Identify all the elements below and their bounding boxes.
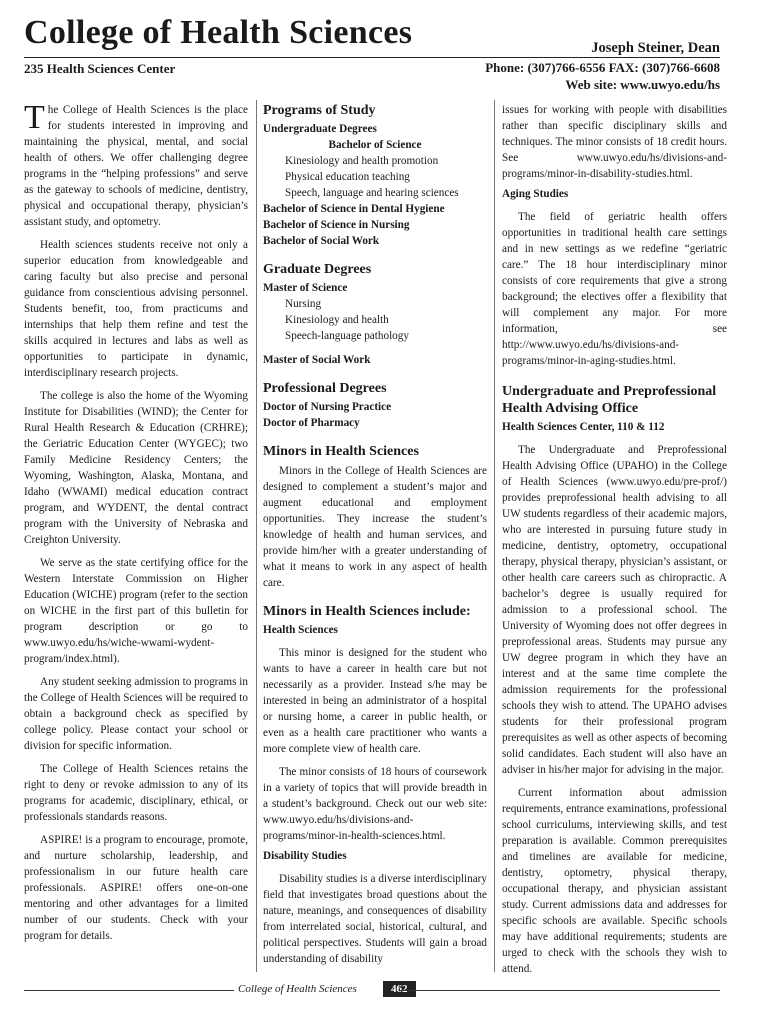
list-item: Kinesiology and health promotion (285, 155, 439, 167)
undergrad-heading: Undergraduate Degrees (263, 123, 377, 135)
professional-heading: Professional Degrees (263, 381, 387, 396)
list-item: Nursing (285, 298, 322, 310)
paragraph: Current information about admission requirements, entrance examinations, professional school curriculums, interviewing skills, and test preparation is available. Common prerequisites and timelines are available for medicine, dentistry, optometry, physical therapy, occupational therapy, and physician assistant study. Current admissions data and addresses for specific schools are available. Specific schools may have additional requirements; students are urged to check with the schools they wish to attend. (502, 787, 727, 975)
footer-rule (24, 990, 234, 991)
column-3 (502, 100, 727, 977)
page-title: College of Health Sciences (24, 14, 413, 51)
paragraph: Health sciences students receive not only a superior education from knowledgeable and caring faculty but also precise and personal guidance from conscientious advising personnel. Students benefit, too, from practicums and internships that help them refine and test the skills acquired in lectures and labs as well as opportunities to participate in dynamic, interdisciplinary research projects. (24, 239, 248, 379)
paragraph: Any student seeking admission to programs in the College of Health Sciences will be required to obtain a background check as specified by college policy. Please contact your school or division for specific information. (24, 676, 248, 752)
footer-label: College of Health Sciences (238, 983, 357, 995)
advising-heading: Undergraduate and Preprofessional Health Advising Office (502, 384, 717, 416)
grad-heading: Graduate Degrees (263, 262, 372, 277)
paragraph: ASPIRE! is a program to encourage, promote, and nurture scholarship, leadership, and professionalism in our future health care professionals. ASPIRE! offers one-on-one mentoring and other advantages for a limited number of our students. Check with your program for details. (24, 834, 248, 942)
footer-rule (400, 990, 720, 991)
column-divider (494, 100, 495, 972)
degree-item: Bachelor of Science in Nursing (263, 219, 410, 231)
degree-item: Doctor of Nursing Practice (263, 401, 392, 413)
aging-heading: Aging Studies (502, 188, 569, 200)
degree-item: Bachelor of Social Work (263, 235, 380, 247)
paragraph: This minor is designed for the student who wants to have a career in health care but not necessarily as a provider. Instead s/he may be interested in being an administrator of a hospital or nursing home, a career in public health, or even as a health care practitioner who wants a more complete view of health care. (263, 647, 487, 755)
advising-location: Health Sciences Center, 110 & 112 (502, 421, 665, 433)
paragraph: Disability studies is a diverse interdisciplinary field that investigates broad questions about the nature, meanings, and consequences of disability from interrelated social, historical, cultural, and political perspectives. Students will gain a broad understanding of disability (263, 873, 487, 965)
list-item: Kinesiology and health (285, 314, 389, 326)
list-item: Physical education teaching (285, 171, 410, 183)
minors-heading: Minors in Health Sciences (263, 444, 419, 459)
paragraph: issues for working with people with disabilities rather than specific disciplinary skills and techniques. The minor consists of 18 credit hours. See www.uwyo.edu/hs/divisions-and-programs/minor-in-disability-studies.html. (502, 104, 727, 180)
disability-heading: Disability Studies (263, 850, 347, 862)
list-item: Speech, language and hearing sciences (285, 187, 459, 199)
programs-heading: Programs of Study (263, 103, 376, 118)
column-divider (256, 100, 257, 972)
column-1 (24, 100, 248, 944)
intro-paragraph (24, 99, 248, 230)
paragraph: Minors in the College of Health Sciences are designed to complement a student’s major and augment educational and employment opportunities. They increase the student’s knowledge of health and human services, and provide him/her with a greater understanding of what it means to work in any aspect of health care. (263, 465, 487, 589)
column-2 (263, 100, 487, 967)
paragraph: The college is also the home of the Wyoming Institute for Disabilities (WIND); the Center for Rural Health Research & Education (CRHRE); the Geriatric Education Center (WYGEC); two Family Medicine Residency Centers; the Wyoming, Washington, Alaska, Montana, and Idaho (WWAMI) medical education contract program, and WYDENT, the dental contract program with the University of Nebraska and Creighton University. (24, 390, 248, 546)
website: Web site: www.uwyo.edu/hs (565, 77, 720, 92)
bs-heading: Bachelor of Science (328, 139, 422, 151)
page-number: 462 (383, 981, 416, 997)
minors-include-heading: Minors in Health Sciences include: (263, 604, 471, 619)
dean-name: Joseph Steiner, Dean (591, 40, 720, 56)
phone-fax: Phone: (307)766-6556 FAX: (307)766-6608 (485, 60, 720, 75)
footer (24, 980, 720, 1000)
drop-cap: T (24, 99, 45, 136)
degree-item: Doctor of Pharmacy (263, 417, 360, 429)
paragraph: The College of Health Sciences retains the right to deny or revoke admission to any of its programs for academic, disciplinary, ethical, or professionals standards reasons. (24, 763, 248, 823)
health-sciences-heading: Health Sciences (263, 624, 338, 636)
degree-item: Bachelor of Science in Dental Hygiene (263, 203, 445, 215)
ms-heading: Master of Science (263, 282, 348, 294)
paragraph: The field of geriatric health offers opportunities in traditional health care settings and in new settings as we redefine “geriatric care.” The 18 hour interdisciplinary minor consists of core requirements that give a strong background; the electives offer a flexibility that will complement any major. For more information, see http://www.uwyo.edu/hs/divisions-and-programs/minor-in-aging-studies.html. (502, 211, 727, 367)
paragraph: We serve as the state certifying office for the Western Interstate Commission on Higher Education (WICHE) program (refer to the section on WICHE in the first part of this bulletin for program description or go to www.uwyo.edu/hs/wiche-wwami-wydent-program/index.html). (24, 557, 248, 665)
intro-text: he College of Health Sciences is the place for students interested in improving and maintaining the physical, mental, and social health of others. We offer challenging degree programs in the “helping professions” and serve as the gateway to schools of medicine, dentistry, physical and occupational therapy, physician’s assistant study, and optometry. (24, 104, 248, 228)
address: 235 Health Sciences Center (24, 61, 176, 76)
list-item: Speech-language pathology (285, 330, 409, 342)
paragraph: The Undergraduate and Preprofessional Health Advising Office (UPAHO) in the College of Health Sciences (www.uwyo.edu/pre-prof/) provides preprofessional health advising to all UW students regardless of their academic majors, who are interested in pursuing future study in medicine, dentistry, optometry, occupational therapy, physical therapy, physician’s assistant, or other health care careers such as chiropractic. A bachelor’s degree is usually required for admission to a professional school. The University of Wyoming does not offer degrees in preprofessional areas. Students may pursue any UW degree program in which they have an interest and at the same time complete the admission requirements for the professional schools they wish to attend. The UPAHO advises students for their professional program prerequisites as well as other aspects of becoming solid candidates. Each student will also have an adviser in his/her major for advising in the major. (502, 444, 727, 776)
msw-heading: Master of Social Work (263, 354, 371, 366)
paragraph: The minor consists of 18 hours of coursework in a variety of topics that will provide breadth in a student’s background. Check out our web site: www.uwyo.edu/hs/divisions-and-programs/minor-in-health-sciences.html. (263, 766, 487, 842)
header-rule (24, 57, 720, 58)
